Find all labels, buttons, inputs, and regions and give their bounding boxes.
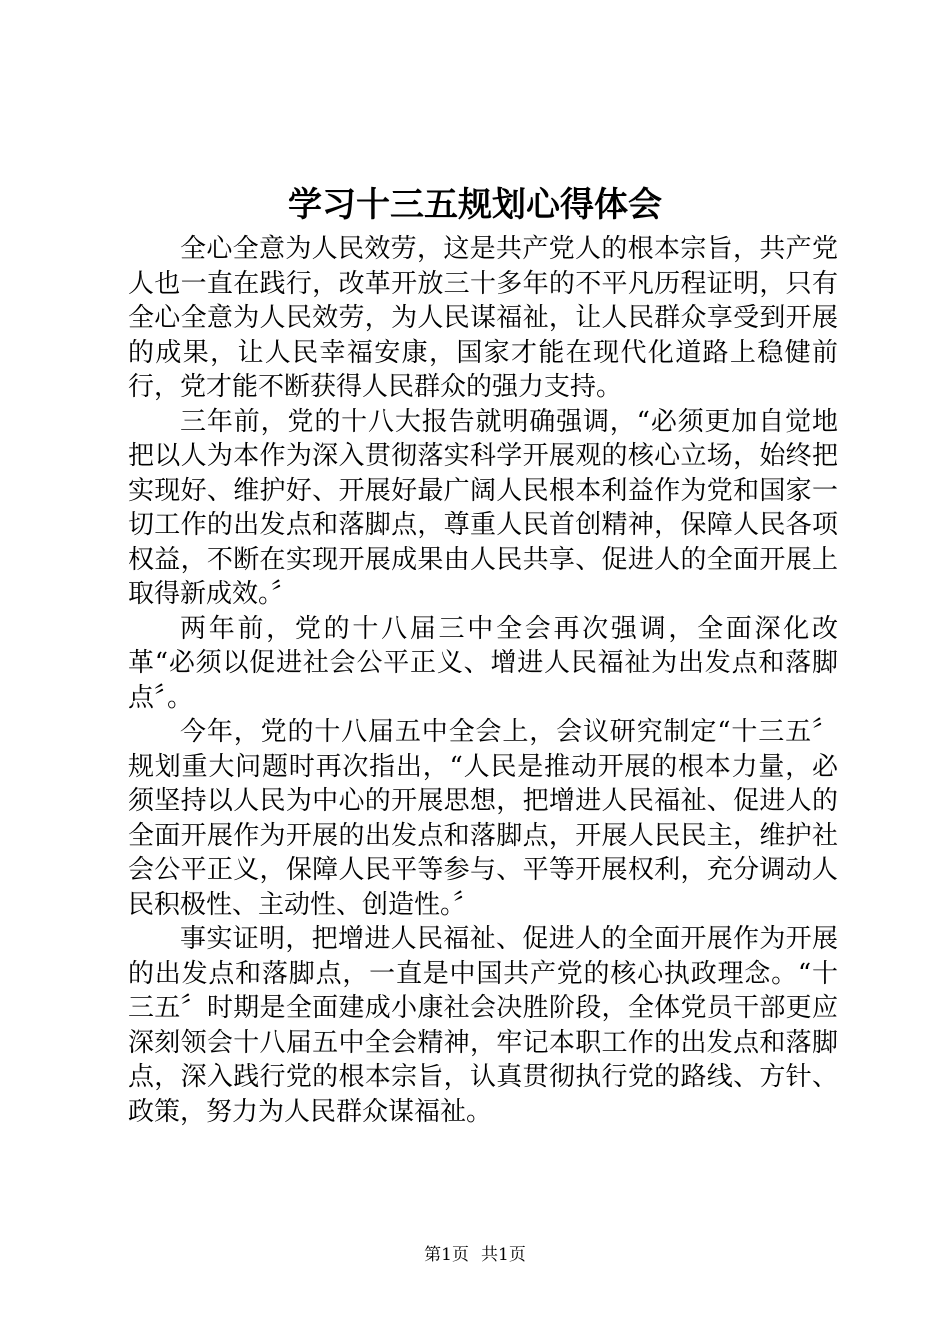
paragraph: 事实证明，把增进人民福祉、促进人的全面开展作为开展的出发点和落脚点，一直是中国共产党的核心执政理念。“十三五〞时期是全面建成小康社会决胜阶段，全体党员干部更应深刻领会十八届五中全会精神，牢记本职工作的出发点和落脚点，深入践行党的根本宗旨，认真贯彻执行党的路线、方针、政策，努力为人民群众谋福祉。 bbox=[128, 924, 838, 1127]
paragraph: 今年，党的十八届五中全会上，会议研究制定“十三五〞规划重大问题时再次指出，“人民是推动开展的根本力量，必须坚持以人民为中心的开展思想，把增进人民福祉、促进人的全面开展作为开展的出发点和落脚点，开展人民民主，维护社会公平正义，保障人民平等参与、平等开展权利，充分调动人民积极性、主动性、创造性。〞 bbox=[128, 717, 838, 920]
page-total: 共1页 bbox=[481, 1245, 526, 1265]
paragraph: 两年前，党的十八届三中全会再次强调，全面深化改革“必须以促进社会公平正义、增进人民福祉为出发点和落脚点〞。 bbox=[128, 613, 838, 713]
document-title: 学习十三五规划心得体会 bbox=[288, 185, 662, 225]
page-footer bbox=[0, 1243, 950, 1267]
paragraph: 全心全意为人民效劳，这是共产党人的根本宗旨，共产党人也一直在践行，改革开放三十多年的不平凡历程证明，只有全心全意为人民效劳，为人民谋福祉，让人民群众享受到开展的成果，让人民幸福安康，国家才能在现代化道路上稳健前行，党才能不断获得人民群众的强力支持。 bbox=[128, 234, 838, 402]
document-body bbox=[128, 232, 838, 1129]
paragraph: 三年前，党的十八大报告就明确强调，“必须更加自觉地把以人为本作为深入贯彻落实科学开展观的核心立场，始终把实现好、维护好、开展好最广阔人民根本利益作为党和国家一切工作的出发点和落脚点，尊重人民首创精神，保障人民各项权益，不断在实现开展成果由人民共享、促进人的全面开展上取得新成效。〞 bbox=[128, 406, 838, 609]
page-number: 第1页 bbox=[424, 1245, 469, 1265]
